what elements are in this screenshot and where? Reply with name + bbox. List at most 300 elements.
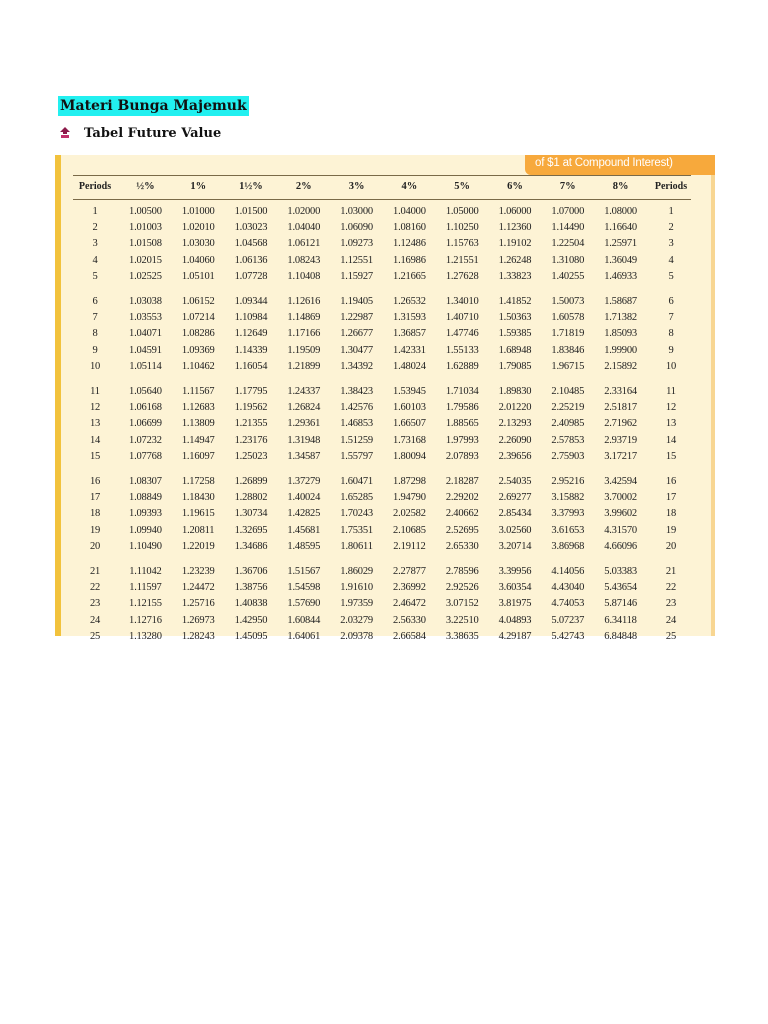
value-cell: 1.02525	[129, 271, 162, 283]
value-cell: 1.96715	[551, 361, 585, 373]
value-cell: 1.09344	[234, 295, 268, 307]
value-cell: 1.25023	[234, 451, 268, 463]
table-row	[71, 309, 695, 325]
value-cell: 1.12683	[181, 401, 215, 413]
table-row	[71, 359, 695, 375]
column-header: 8%	[612, 180, 629, 192]
value-cell: 1.07728	[234, 271, 268, 283]
value-cell: 1.62889	[445, 361, 479, 373]
value-cell: 2.26090	[498, 434, 532, 446]
value-cell: 1.05101	[181, 271, 215, 283]
period-cell: 1	[92, 205, 98, 217]
period-cell: 19	[89, 524, 101, 536]
value-cell: 1.04591	[129, 344, 162, 356]
value-cell: 1.66507	[393, 418, 426, 430]
left-accent-bar	[55, 155, 61, 636]
value-cell: 1.30734	[234, 508, 268, 520]
value-cell: 1.03023	[234, 222, 268, 234]
value-cell: 2.25219	[551, 401, 585, 413]
column-header: 1%	[190, 180, 207, 192]
period-cell: 1	[668, 205, 674, 217]
table-row	[71, 293, 695, 309]
value-cell: 1.02000	[287, 205, 321, 217]
period-cell: 3	[668, 238, 674, 250]
value-cell: 1.08243	[287, 254, 321, 266]
period-cell: 14	[89, 434, 101, 446]
value-cell: 1.24472	[181, 581, 215, 593]
value-cell: 2.02582	[393, 508, 426, 520]
value-cell: 1.07232	[129, 434, 162, 446]
value-cell: 1.79586	[445, 401, 479, 413]
value-cell: 2.92526	[445, 581, 479, 593]
value-cell: 1.26677	[340, 328, 373, 340]
value-cell: 1.06121	[287, 238, 321, 250]
value-cell: 2.40985	[551, 418, 585, 430]
column-header: 3%	[348, 180, 365, 192]
period-cell: 25	[665, 631, 677, 643]
bullet-text: Tabel Future Value	[84, 125, 222, 141]
period-cell: 12	[89, 401, 101, 413]
value-cell: 1.04060	[181, 254, 215, 266]
value-cell: 1.07768	[129, 451, 162, 463]
value-cell: 1.28243	[181, 631, 215, 643]
value-cell: 3.20714	[498, 541, 532, 553]
value-cell: 1.42825	[287, 508, 321, 520]
value-cell: 1.53945	[393, 385, 426, 397]
table-row	[71, 219, 695, 235]
period-cell: 4	[668, 254, 674, 266]
value-cell: 1.03000	[340, 205, 373, 217]
period-cell: 16	[89, 475, 101, 487]
value-cell: 4.74053	[551, 598, 585, 610]
value-cell: 1.45681	[287, 524, 321, 536]
value-cell: 5.87146	[604, 598, 637, 610]
period-cell: 10	[665, 361, 677, 373]
table-row	[71, 612, 695, 628]
value-cell: 1.26973	[181, 614, 215, 626]
value-cell: 1.26824	[287, 401, 321, 413]
spacer-cell	[71, 375, 695, 383]
value-cell: 1.12716	[129, 614, 162, 626]
value-cell: 1.10984	[234, 312, 268, 324]
period-cell: 7	[668, 312, 674, 324]
period-cell: 10	[89, 361, 101, 373]
value-cell: 2.18287	[445, 475, 479, 487]
value-cell: 1.45095	[234, 631, 268, 643]
value-cell: 1.21551	[445, 254, 479, 266]
value-cell: 1.11042	[129, 565, 162, 577]
value-cell: 1.05640	[129, 385, 162, 397]
value-cell: 1.97993	[445, 434, 479, 446]
value-cell: 2.56330	[393, 614, 426, 626]
value-cell: 1.94790	[393, 491, 426, 503]
spacer-cell	[71, 555, 695, 563]
value-cell: 1.34010	[445, 295, 479, 307]
value-cell: 1.38423	[340, 385, 373, 397]
value-cell: 1.09369	[181, 344, 215, 356]
table-row	[71, 506, 695, 522]
value-cell: 1.09393	[129, 508, 162, 520]
value-cell: 1.36706	[234, 565, 268, 577]
group-spacer	[71, 465, 695, 473]
value-cell: 2.10685	[393, 524, 426, 536]
period-cell: 16	[665, 475, 677, 487]
value-cell: 2.13293	[498, 418, 532, 430]
value-cell: 1.71819	[551, 328, 585, 340]
value-cell: 2.33164	[604, 385, 637, 397]
value-cell: 1.01500	[234, 205, 268, 217]
value-cell: 1.12486	[393, 238, 426, 250]
period-cell: 21	[665, 565, 677, 577]
value-cell: 2.85434	[498, 508, 532, 520]
value-cell: 1.29361	[287, 418, 321, 430]
spacer-cell	[71, 465, 695, 473]
value-cell: 1.23176	[234, 434, 268, 446]
column-header: 1½%	[239, 180, 263, 192]
value-cell: 2.78596	[445, 565, 479, 577]
value-cell: 1.21665	[393, 271, 426, 283]
value-cell: 1.80611	[340, 541, 373, 553]
value-cell: 1.28802	[234, 491, 268, 503]
value-cell: 1.31080	[551, 254, 585, 266]
value-cell: 3.37993	[551, 508, 585, 520]
table-row	[71, 579, 695, 595]
period-cell: 9	[668, 344, 674, 356]
value-cell: 1.89830	[498, 385, 532, 397]
period-cell: 7	[92, 312, 98, 324]
value-cell: 2.65330	[445, 541, 479, 553]
value-cell: 1.22987	[340, 312, 373, 324]
value-cell: 1.19102	[498, 238, 532, 250]
value-cell: 1.08307	[129, 475, 162, 487]
period-cell: 25	[89, 631, 101, 643]
value-cell: 2.40662	[445, 508, 479, 520]
value-cell: 1.22019	[181, 541, 215, 553]
column-header: 7%	[559, 180, 576, 192]
value-cell: 1.50363	[498, 312, 532, 324]
value-cell: 3.81975	[498, 598, 532, 610]
period-cell: 13	[89, 418, 101, 430]
period-cell: 17	[665, 491, 677, 503]
period-cell: 9	[92, 344, 98, 356]
period-cell: 15	[665, 451, 677, 463]
value-cell: 2.54035	[498, 475, 532, 487]
value-cell: 1.71382	[604, 312, 637, 324]
value-cell: 1.12155	[129, 598, 162, 610]
value-cell: 1.60103	[393, 401, 426, 413]
value-cell: 3.02560	[498, 524, 532, 536]
value-cell: 1.13280	[129, 631, 162, 643]
value-cell: 1.17166	[287, 328, 321, 340]
value-cell: 1.26899	[234, 475, 268, 487]
value-cell: 3.39956	[498, 565, 532, 577]
column-header: Periods	[78, 180, 112, 192]
value-cell: 1.46853	[340, 418, 373, 430]
value-cell: 1.10490	[129, 541, 162, 553]
value-cell: 2.07893	[445, 451, 479, 463]
value-cell: 1.09273	[340, 238, 373, 250]
value-cell: 3.61653	[551, 524, 585, 536]
value-cell: 1.03038	[129, 295, 162, 307]
table-row	[71, 473, 695, 489]
value-cell: 1.65285	[340, 491, 373, 503]
value-cell: 1.01508	[129, 238, 162, 250]
arrow-bullet-icon	[60, 127, 70, 139]
period-cell: 6	[668, 295, 674, 307]
value-cell: 1.02010	[181, 222, 215, 234]
value-cell: 3.17217	[604, 451, 637, 463]
value-cell: 1.14869	[287, 312, 321, 324]
period-cell: 12	[665, 401, 677, 413]
table-row	[71, 195, 695, 219]
value-cell: 1.38756	[234, 581, 268, 593]
value-cell: 1.12649	[234, 328, 268, 340]
value-cell: 1.26532	[393, 295, 426, 307]
value-cell: 5.07237	[551, 614, 585, 626]
period-cell: 22	[89, 581, 101, 593]
period-cell: 2	[92, 222, 98, 234]
value-cell: 3.38635	[445, 631, 479, 643]
value-cell: 3.99602	[604, 508, 637, 520]
value-cell: 5.03383	[604, 565, 637, 577]
value-cell: 1.55797	[340, 451, 373, 463]
value-cell: 1.86029	[340, 565, 373, 577]
period-cell: 11	[90, 385, 100, 397]
table-row	[71, 269, 695, 285]
value-cell: 2.19112	[393, 541, 426, 553]
value-cell: 6.84848	[604, 631, 637, 643]
value-cell: 1.57690	[287, 598, 321, 610]
value-cell: 1.48024	[393, 361, 426, 373]
period-cell: 23	[665, 598, 677, 610]
value-cell: 1.99900	[604, 344, 637, 356]
period-cell: 4	[92, 254, 98, 266]
value-cell: 1.04040	[287, 222, 321, 234]
value-cell: 1.12551	[340, 254, 373, 266]
value-cell: 1.32695	[234, 524, 268, 536]
value-cell: 2.10485	[551, 385, 585, 397]
column-header: 2%	[295, 180, 312, 192]
table-row	[71, 489, 695, 505]
value-cell: 1.05114	[129, 361, 162, 373]
value-cell: 1.06136	[234, 254, 268, 266]
period-cell: 24	[89, 614, 101, 626]
value-cell: 1.11567	[182, 385, 215, 397]
value-cell: 2.46472	[393, 598, 426, 610]
value-cell: 1.42950	[234, 614, 268, 626]
value-cell: 1.05000	[445, 205, 479, 217]
bullet-item	[60, 124, 221, 142]
value-cell: 1.08849	[129, 491, 162, 503]
period-cell: 15	[89, 451, 101, 463]
value-cell: 1.20811	[182, 524, 215, 536]
group-spacer	[71, 375, 695, 383]
value-cell: 1.42331	[393, 344, 426, 356]
value-cell: 5.43654	[604, 581, 637, 593]
value-cell: 1.22504	[551, 238, 585, 250]
value-cell: 1.36049	[604, 254, 637, 266]
value-cell: 1.97359	[340, 598, 373, 610]
period-cell: 20	[89, 541, 101, 553]
value-cell: 2.71962	[604, 418, 637, 430]
value-cell: 1.71034	[445, 385, 479, 397]
future-value-table-image	[55, 155, 715, 643]
table-row	[71, 383, 695, 399]
group-spacer	[71, 285, 695, 293]
value-cell: 1.25716	[181, 598, 215, 610]
future-value-table	[71, 177, 695, 645]
table-body	[71, 195, 695, 645]
value-cell: 1.26248	[498, 254, 532, 266]
group-spacer	[71, 555, 695, 563]
period-cell: 18	[665, 508, 677, 520]
value-cell: 1.87298	[393, 475, 426, 487]
value-cell: 1.34392	[340, 361, 373, 373]
right-accent-edge	[711, 155, 715, 636]
value-cell: 2.15892	[604, 361, 637, 373]
value-cell: 1.37279	[287, 475, 321, 487]
value-cell: 1.08000	[604, 205, 637, 217]
value-cell: 1.54598	[287, 581, 321, 593]
period-cell: 13	[665, 418, 677, 430]
value-cell: 1.91610	[340, 581, 373, 593]
value-cell: 1.31948	[287, 434, 321, 446]
value-cell: 1.10408	[287, 271, 321, 283]
value-cell: 4.04893	[498, 614, 532, 626]
value-cell: 1.19562	[234, 401, 268, 413]
value-cell: 1.19615	[181, 508, 215, 520]
value-cell: 6.34118	[604, 614, 637, 626]
value-cell: 2.36992	[393, 581, 426, 593]
spacer-cell	[71, 285, 695, 293]
value-cell: 1.73168	[393, 434, 426, 446]
value-cell: 4.31570	[604, 524, 637, 536]
value-cell: 1.58687	[604, 295, 637, 307]
period-cell: 5	[92, 271, 98, 283]
value-cell: 2.29202	[445, 491, 479, 503]
value-cell: 1.12616	[287, 295, 321, 307]
value-cell: 1.60578	[551, 312, 585, 324]
value-cell: 1.47746	[445, 328, 479, 340]
value-cell: 1.01000	[181, 205, 215, 217]
value-cell: 1.41852	[498, 295, 532, 307]
column-header: ½%	[136, 180, 155, 192]
value-cell: 1.15927	[340, 271, 373, 283]
value-cell: 1.03030	[181, 238, 215, 250]
value-cell: 1.06000	[498, 205, 532, 217]
value-cell: 2.95216	[551, 475, 585, 487]
value-cell: 1.36857	[393, 328, 426, 340]
value-cell: 4.43040	[551, 581, 585, 593]
value-cell: 2.39656	[498, 451, 532, 463]
value-cell: 1.04071	[129, 328, 162, 340]
period-cell: 23	[89, 598, 101, 610]
table-row	[71, 416, 695, 432]
value-cell: 1.46933	[604, 271, 637, 283]
column-header: 6%	[507, 180, 523, 192]
value-cell: 1.06699	[129, 418, 162, 430]
value-cell: 1.31593	[393, 312, 426, 324]
period-cell: 8	[668, 328, 674, 340]
value-cell: 3.07152	[445, 598, 479, 610]
period-cell: 2	[668, 222, 674, 234]
value-cell: 3.60354	[498, 581, 532, 593]
value-cell: 1.55133	[445, 344, 479, 356]
value-cell: 1.24337	[287, 385, 321, 397]
value-cell: 1.70243	[340, 508, 373, 520]
table-header-row	[71, 177, 695, 195]
value-cell: 3.22510	[445, 614, 479, 626]
table-row	[71, 326, 695, 342]
period-cell: 11	[666, 385, 676, 397]
value-cell: 1.60844	[287, 614, 321, 626]
table-title-band	[525, 155, 715, 175]
value-cell: 1.16640	[604, 222, 637, 234]
value-cell: 1.11597	[129, 581, 162, 593]
value-cell: 5.42743	[551, 631, 585, 643]
value-cell: 1.21355	[234, 418, 268, 430]
table-row	[71, 448, 695, 464]
value-cell: 1.30477	[340, 344, 373, 356]
table-row	[71, 432, 695, 448]
period-cell: 21	[89, 565, 101, 577]
value-cell: 2.03279	[340, 614, 373, 626]
column-header: 5%	[454, 180, 471, 192]
value-cell: 2.69277	[498, 491, 532, 503]
value-cell: 1.85093	[604, 328, 637, 340]
table-row	[71, 342, 695, 358]
period-cell: 20	[665, 541, 677, 553]
value-cell: 1.19405	[340, 295, 373, 307]
value-cell: 1.75351	[340, 524, 373, 536]
value-cell: 1.16986	[393, 254, 426, 266]
period-cell: 14	[665, 434, 677, 446]
value-cell: 4.29187	[498, 631, 532, 643]
value-cell: 1.40710	[445, 312, 479, 324]
value-cell: 1.40838	[234, 598, 268, 610]
table-row	[71, 252, 695, 268]
value-cell: 3.86968	[551, 541, 585, 553]
table-row	[71, 538, 695, 554]
table-row	[71, 563, 695, 579]
value-cell: 1.59385	[498, 328, 532, 340]
value-cell: 2.93719	[604, 434, 637, 446]
value-cell: 1.16054	[234, 361, 268, 373]
value-cell: 3.70002	[604, 491, 637, 503]
value-cell: 1.14947	[181, 434, 215, 446]
value-cell: 1.40255	[551, 271, 585, 283]
value-cell: 1.16097	[181, 451, 215, 463]
value-cell: 1.09940	[129, 524, 162, 536]
value-cell: 1.42576	[340, 401, 373, 413]
value-cell: 1.14490	[551, 222, 585, 234]
value-cell: 2.66584	[393, 631, 426, 643]
value-cell: 1.23239	[181, 565, 215, 577]
value-cell: 1.25971	[604, 238, 637, 250]
value-cell: 1.33823	[498, 271, 532, 283]
value-cell: 2.09378	[340, 631, 373, 643]
value-cell: 1.17795	[234, 385, 268, 397]
value-cell: 1.17258	[181, 475, 215, 487]
period-cell: 18	[89, 508, 101, 520]
value-cell: 2.51817	[604, 401, 637, 413]
value-cell: 1.88565	[445, 418, 479, 430]
value-cell: 1.06152	[181, 295, 215, 307]
value-cell: 1.12360	[498, 222, 532, 234]
period-cell: 19	[665, 524, 677, 536]
value-cell: 1.51567	[287, 565, 321, 577]
value-cell: 1.10462	[181, 361, 215, 373]
